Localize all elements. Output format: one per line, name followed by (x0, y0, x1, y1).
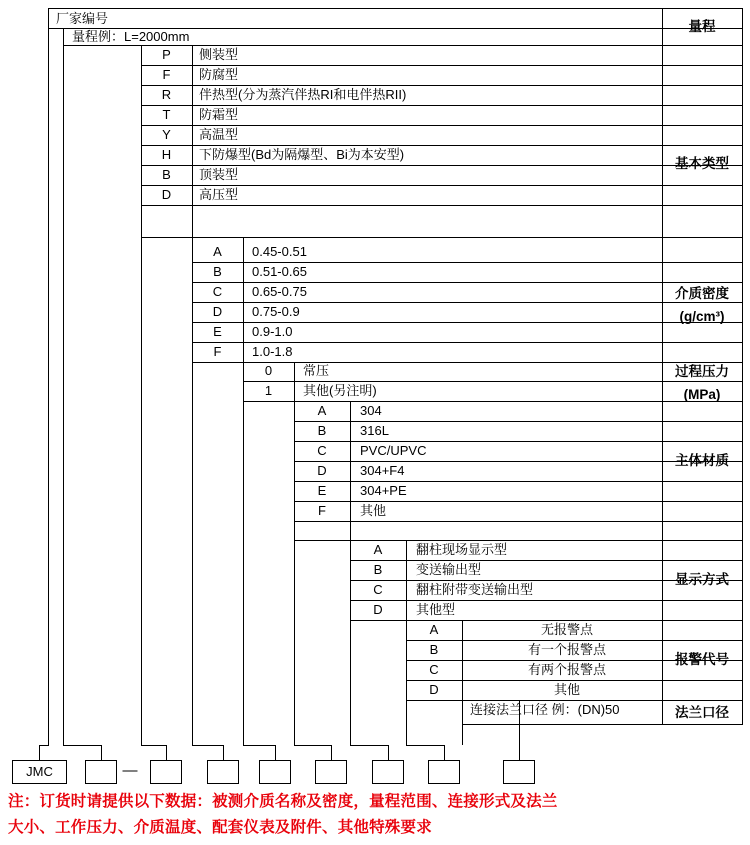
alarm-desc-3: 其他 (553, 682, 580, 697)
model-code-box[interactable]: JMC (12, 760, 67, 784)
basic-type-desc-5: 下防爆型(Bd为隔爆型、Bi为本安型) (199, 147, 405, 162)
pressure-desc-0: 常压 (303, 363, 330, 378)
connector-range (101, 745, 102, 760)
material-code-3: D (317, 463, 327, 478)
group-medium-density (662, 285, 742, 325)
alarm-code-1: B (429, 642, 439, 657)
alarm-desc-0: 无报警点 (540, 622, 593, 637)
join-alarm (406, 745, 444, 746)
alarm-code-2: C (429, 662, 439, 677)
group-flange-diameter: 法兰口径 (675, 705, 729, 720)
range-example-label: 量程例：L=2000mm (72, 29, 190, 44)
basic-type-desc-7: 高压型 (199, 187, 239, 202)
basic-type-code-6: B (162, 167, 171, 182)
stem-alarm-right (462, 620, 463, 745)
basic-type-code-0: P (162, 47, 171, 62)
material-code-1: B (317, 423, 327, 438)
connector-model (39, 745, 40, 760)
display-code-2: C (373, 582, 383, 597)
group-medium-density-unit: (g/cm³) (679, 309, 725, 324)
order-note-line1: 注：订货时请提供以下数据：被测介质名称及密度，量程范围、连接形式及法兰 (8, 793, 558, 810)
display-code-3: D (373, 602, 383, 617)
basic-type-desc-3: 防霜型 (199, 107, 239, 122)
right-border (742, 8, 743, 725)
display-code-0: A (373, 542, 383, 557)
code-box-range[interactable] (85, 760, 117, 784)
basic-type-desc-4: 高温型 (199, 127, 239, 142)
basic-type-desc-2: 伴热型(分为蒸汽伴热RI和电伴热RII) (199, 87, 407, 102)
connector-pressure (275, 745, 276, 760)
alarm-code-3: D (429, 682, 439, 697)
connector-basic-type (166, 745, 167, 760)
density-desc-4: 0.9-1.0 (252, 324, 293, 339)
group-alarm-code: 报警代号 (675, 652, 729, 667)
join-display (350, 745, 388, 746)
density-code-1: B (213, 264, 222, 279)
code-box-density[interactable] (207, 760, 239, 784)
code-box-display[interactable] (372, 760, 404, 784)
stem-range (63, 28, 64, 745)
code-box-flange[interactable] (503, 760, 535, 784)
flange-row-bottom (462, 724, 742, 725)
group-body-material: 主体材质 (675, 453, 729, 468)
density-code-5: F (213, 344, 222, 359)
alarm-desc-2: 有两个报警点 (527, 662, 606, 677)
basic-type-code-1: F (162, 67, 171, 82)
stem-pressure-left (243, 362, 244, 745)
connector-material (331, 745, 332, 760)
material-desc-5: 其他 (360, 503, 387, 518)
stem-manufacturer (48, 8, 49, 745)
join-range (63, 745, 101, 746)
alarm-desc-1: 有一个报警点 (527, 642, 606, 657)
order-note-line2: 大小、工作压力、介质温度、配套仪表及附件、其他特殊要求 (8, 819, 432, 836)
basic-type-desc-6: 顶装型 (199, 167, 239, 182)
basic-type-desc-0: 侧装型 (199, 47, 239, 62)
density-desc-2: 0.65-0.75 (252, 284, 307, 299)
join-material (294, 745, 331, 746)
connector-display (388, 745, 389, 760)
display-row-line-2 (350, 600, 742, 601)
density-code-0: A (213, 244, 222, 259)
order-note (8, 789, 746, 841)
display-desc-2: 翻柱附带变送输出型 (416, 582, 534, 597)
stem-flange (519, 700, 520, 745)
display-code-1: B (373, 562, 383, 577)
density-code-3: D (212, 304, 223, 319)
display-desc-1: 变送输出型 (416, 562, 482, 577)
material-code-4: E (317, 483, 327, 498)
density-desc-3: 0.75-0.9 (252, 304, 300, 319)
material-desc-2: PVC/UPVC (360, 443, 427, 458)
group-range: 量程 (688, 19, 716, 34)
group-medium-density-label: 介质密度 (675, 286, 729, 301)
flange-desc: 连接法兰口径 例：(DN)50 (470, 702, 620, 717)
display-desc-0: 翻柱现场显示型 (416, 542, 508, 557)
group-process-pressure (662, 363, 742, 403)
density-code-2: C (212, 284, 223, 299)
dash-separator: — (122, 762, 138, 779)
group-display-mode: 显示方式 (675, 572, 729, 587)
pressure-code-0: 0 (264, 363, 273, 378)
join-pressure (243, 745, 275, 746)
density-desc-5: 1.0-1.8 (252, 344, 293, 359)
density-desc-0: 0.45-0.51 (252, 244, 307, 259)
pressure-code-1: 1 (264, 383, 273, 398)
top-border (48, 8, 742, 9)
manufacturer-code-label: 厂家编号 (56, 11, 109, 26)
basic-type-desc-1: 防腐型 (199, 67, 239, 82)
material-desc-1: 316L (360, 423, 389, 438)
basic-type-code-4: Y (162, 127, 171, 142)
basic-type-code-5: H (161, 147, 172, 162)
basic-type-block-bottom (141, 237, 742, 238)
join-density (192, 745, 223, 746)
basic-type-code-3: T (162, 107, 171, 122)
code-box-material[interactable] (315, 760, 347, 784)
material-code-0: A (317, 403, 327, 418)
material-desc-0: 304 (360, 403, 382, 418)
material-code-2: C (317, 443, 327, 458)
material-desc-4: 304+PE (360, 483, 407, 498)
connector-density (223, 745, 224, 760)
connector-alarm (444, 745, 445, 760)
material-code-5: F (318, 503, 326, 518)
basic-type-code-7: D (161, 187, 172, 202)
pressure-desc-1: 其他(另注明) (303, 383, 377, 398)
basic-type-code-2: R (161, 87, 172, 102)
group-basic-type: 基本类型 (675, 156, 729, 171)
group-process-pressure-label: 过程压力 (675, 364, 729, 379)
join-basic-type (141, 745, 166, 746)
code-box-pressure[interactable] (259, 760, 291, 784)
alarm-code-0: A (429, 622, 439, 637)
code-box-basic-type[interactable] (150, 760, 182, 784)
group-process-pressure-unit: (MPa) (683, 387, 721, 402)
connector-flange (519, 745, 520, 760)
display-row-line-0 (350, 560, 742, 561)
join-model (39, 745, 49, 746)
density-desc-1: 0.51-0.65 (252, 264, 307, 279)
code-box-alarm[interactable] (428, 760, 460, 784)
material-desc-3: 304+F4 (360, 463, 405, 478)
material-row-line-5 (294, 521, 742, 522)
density-code-4: E (213, 324, 222, 339)
display-desc-3: 其他型 (416, 602, 456, 617)
basic-type-row-line-7 (141, 205, 742, 206)
